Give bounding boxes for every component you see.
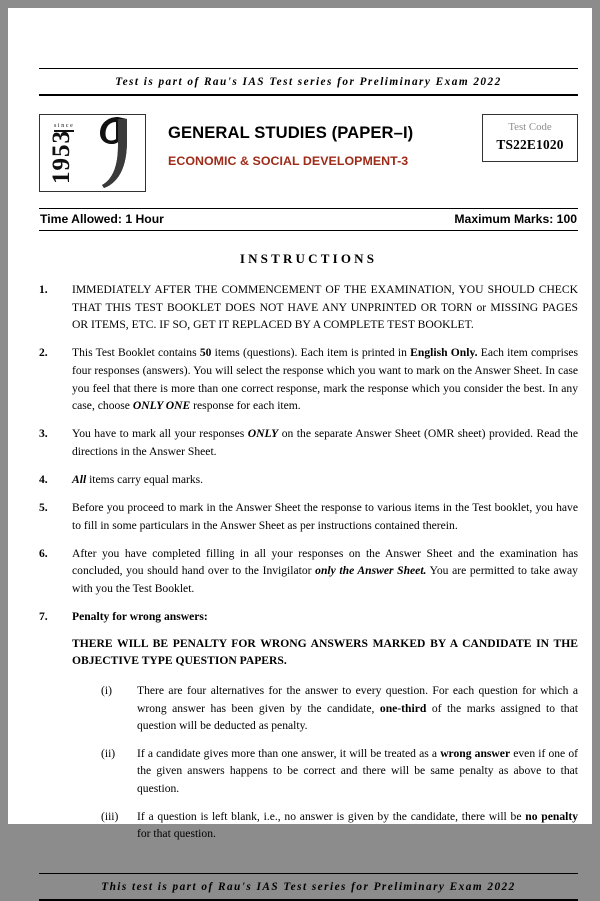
instruction-item-body: IMMEDIATELY AFTER THE COMMENCEMENT OF THE EXAMINATION, YOU SHOULD CHECK THAT THIS TEST BOOKLET DOES NOT HAVE ANY UNPRINTED OR TORN or MISSING PAGES OR ITEMS, ETC. IF SO, GET IT REPLACED BY A COMPLETE TEST BOOKLET. [72, 283, 578, 332]
penalty-heading: Penalty for wrong answers: [72, 610, 208, 624]
masthead [39, 114, 578, 192]
instruction-item-body: This Test Booklet contains 50 items (questions). Each item is printed in English Only. Each item comprises four responses (answers). You will select the response which you want to mark on the Answer Sheet. In case you feel that there is more than one correct response, mark the response which you consider the best. In any case, choose ONLY ONE response for each item. [72, 346, 579, 413]
rau-calligraphic-mark-icon [85, 113, 137, 189]
logo-since-label: since [54, 123, 74, 132]
instruction-item [39, 344, 578, 414]
logo-year-label: 1953 [48, 130, 75, 184]
instruction-item-number: 6. [39, 546, 48, 560]
footer-banner-text: This test is part of Rau's IAS Test series for Preliminary Exam 2022 [101, 880, 516, 893]
exam-info-bar [39, 208, 578, 231]
penalty-subitems [101, 682, 578, 843]
penalty-subitem-number: (ii) [101, 746, 116, 760]
institute-logo [39, 114, 146, 192]
time-allowed: Time Allowed: 1 Hour [40, 212, 164, 226]
penalty-subitem-body: If a candidate gives more than one answer, it will be treated as a wrong answer even if one of the given answers happens to be correct and there will be same penalty as above to that question. [137, 746, 578, 796]
penalty-subitem [101, 682, 578, 735]
instruction-item [39, 545, 578, 598]
penalty-subitem-number: (iii) [101, 809, 119, 823]
penalty-item [39, 608, 578, 853]
test-code-box [482, 114, 578, 162]
instruction-item [39, 499, 578, 534]
test-code-value: TS22E1020 [496, 137, 564, 152]
instruction-item-number: 5. [39, 501, 48, 515]
penalty-item-body [72, 608, 578, 853]
paper-subtitle: ECONOMIC & SOCIAL DEVELOPMENT-3 [168, 154, 409, 169]
paper-title: GENERAL STUDIES (PAPER–I) [168, 123, 414, 142]
instructions-heading: INSTRUCTIONS [239, 251, 378, 266]
penalty-subitem-body: If a question is left blank, i.e., no answer is given by the candidate, there will be no penalty for that question. [137, 809, 578, 841]
instruction-item-body: Before you proceed to mark in the Answer Sheet the response to various items in the Test booklet, you have to fill in some particulars in the Answer Sheet as per instructions contained therein. [72, 501, 578, 532]
penalty-item-number: 7. [39, 610, 48, 624]
penalty-subitem [101, 745, 578, 798]
instruction-item [39, 471, 578, 489]
page-content [39, 8, 578, 901]
instruction-item-number: 2. [39, 346, 48, 360]
penalty-subitem-body: There are four alternatives for the answer to every question. For each question for which a wrong answer has been given by the candidate, one-third of the marks assigned to that question will be deducted as penalty. [137, 683, 578, 733]
instruction-item-body: You have to mark all your responses ONLY on the separate Answer Sheet (OMR sheet) provided. Read the directions in the Answer Sheet. [72, 427, 578, 458]
header-banner [39, 68, 578, 96]
instruction-item-number: 1. [39, 283, 48, 296]
penalty-subitem [101, 808, 578, 843]
maximum-marks: Maximum Marks: 100 [454, 212, 577, 226]
footer-wrap [39, 873, 578, 901]
instructions-list [39, 281, 578, 598]
instruction-item [39, 425, 578, 460]
exam-paper-page [8, 8, 592, 893]
instruction-item-number: 3. [39, 427, 48, 441]
footer-banner [39, 873, 578, 901]
instruction-item [39, 281, 578, 334]
instruction-item-body: After you have completed filling in all your responses on the Answer Sheet and the examination has concluded, you should hand over to the Invigilator only the Answer Sheet. You are permitted to take away with you the Test Booklet. [72, 546, 578, 596]
test-code-label: Test Code [508, 121, 552, 133]
penalty-subitem-number: (i) [101, 683, 112, 697]
penalty-statement: THERE WILL BE PENALTY FOR WRONG ANSWERS MARKED BY A CANDIDATE IN THE OBJECTIVE TYPE QUESTION PAPERS. [72, 636, 578, 668]
instruction-item-number: 4. [39, 472, 48, 486]
instruction-item-body: All items carry equal marks. [72, 472, 204, 486]
header-banner-text: Test is part of Rau's IAS Test series for Preliminary Exam 2022 [115, 76, 502, 88]
